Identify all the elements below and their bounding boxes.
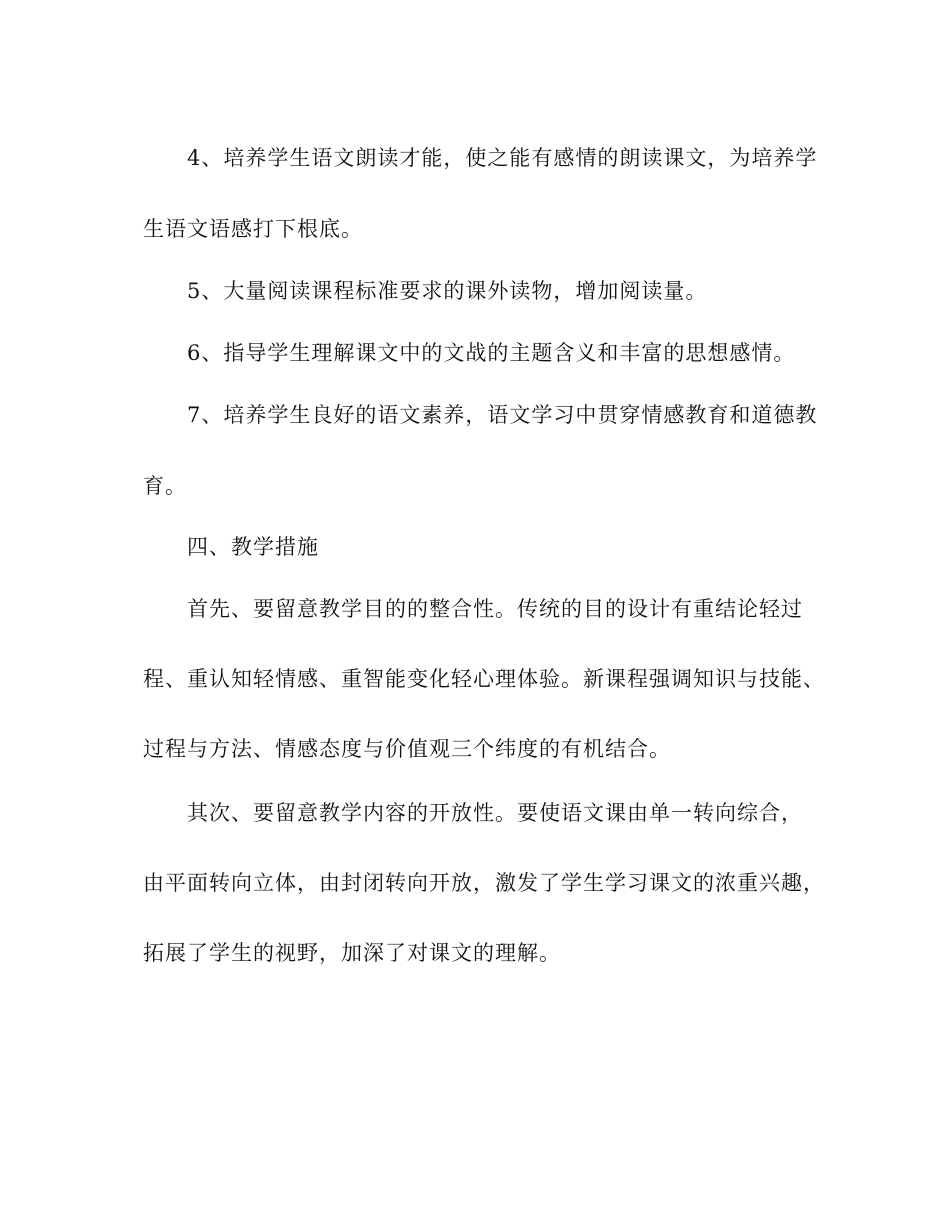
paragraph-line-first-part3: 过程与方法、情感态度与价值观三个纬度的有机结合。 <box>143 737 671 761</box>
paragraph-line-item6: 6、指导学生理解课文中的文战的主题含义和丰富的思想感情。 <box>187 341 796 365</box>
paragraph-line-item4-part2: 生语文语感打下根底。 <box>143 217 363 241</box>
paragraph-line-item7-part2: 育。 <box>143 474 187 498</box>
paragraph-line-item7-part1: 7、培养学生良好的语文素养，语文学习中贯穿情感教育和道德教 <box>187 403 818 427</box>
paragraph-line-first-part1: 首先、要留意教学目的的整合性。传统的目的设计有重结论轻过 <box>187 597 803 621</box>
paragraph-line-item5: 5、大量阅读课程标准要求的课外读物，增加阅读量。 <box>187 279 708 303</box>
section-heading-teaching-measures: 四、教学措施 <box>187 535 319 559</box>
paragraph-line-item4-part1: 4、培养学生语文朗读才能，使之能有感情的朗读课文，为培养学 <box>187 146 818 170</box>
paragraph-line-second-part2: 由平面转向立体，由封闭转向开放，激发了学生学习课文的浓重兴趣， <box>143 871 825 895</box>
paragraph-line-second-part1: 其次、要留意教学内容的开放性。要使语文课由单一转向综合， <box>187 801 803 825</box>
paragraph-line-first-part2: 程、重认知轻情感、重智能变化轻心理体验。新课程强调知识与技能、 <box>143 667 825 691</box>
paragraph-line-second-part3: 拓展了学生的视野，加深了对课文的理解。 <box>143 941 561 965</box>
